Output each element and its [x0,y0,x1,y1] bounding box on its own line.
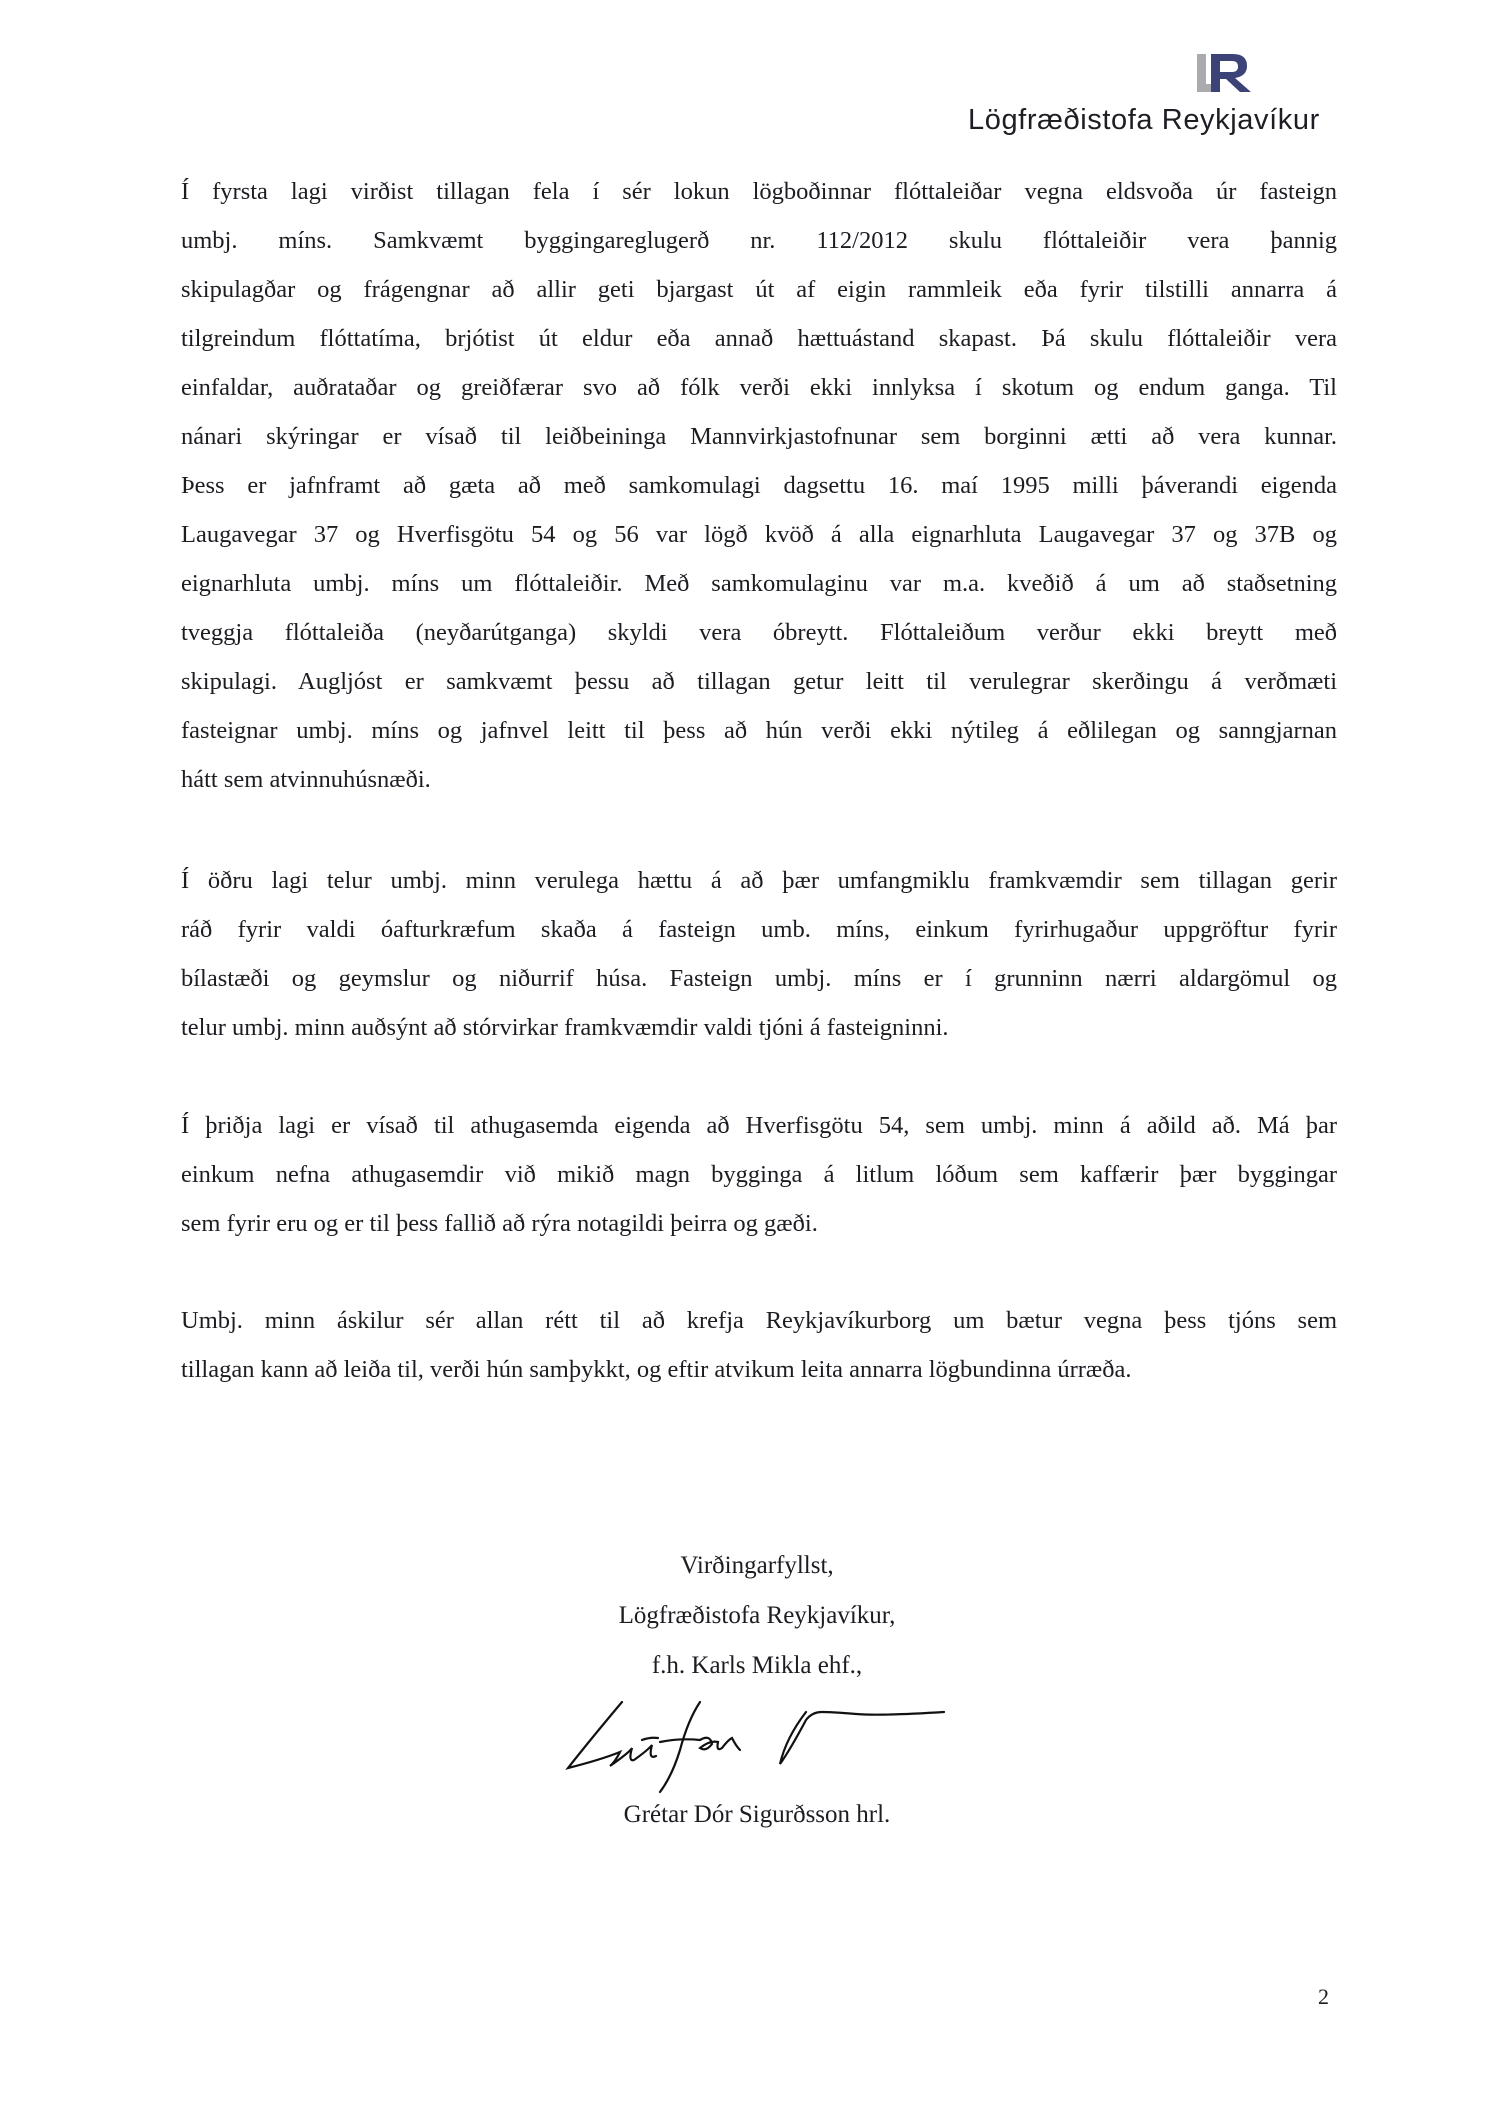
text-line: nánari skýringar er vísað til leiðbeininga Mannvirkjastofnunar sem borginni ætti að vera kunnar. [181,423,1337,450]
text-line: hátt sem atvinnuhúsnæði. [181,766,431,793]
firm-logo [1195,52,1255,94]
text-line: bílastæði og geymslur og niðurrif húsa. Fasteign umbj. míns er í grunninn nærri aldargömul og [181,965,1337,992]
text-line: Þess er jafnframt að gæta að með samkomulagi dagsettu 16. maí 1995 milli þáverandi eigenda [181,472,1337,499]
text-line: Laugavegar 37 og Hverfisgötu 54 og 56 var lögð kvöð á alla eignarhluta Laugavegar 37 og 37B og [181,521,1337,548]
text-line: eignarhluta umbj. míns um flóttaleiðir. Með samkomulaginu var m.a. kveðið á um að staðsetning [181,570,1337,597]
closing-firm: Lögfræðistofa Reykjavíkur, [618,1602,896,1629]
text-line: umbj. míns. Samkvæmt byggingareglugerð nr. 112/2012 skulu flóttaleiðir vera þannig [181,227,1337,254]
closing-block [557,1541,957,1691]
text-line: ráð fyrir valdi óafturkræfum skaða á fasteign umb. míns, einkum fyrirhugaður uppgröftur fyrir [181,916,1337,943]
text-line: einkum nefna athugasemdir við mikið magn bygginga á litlum lóðum sem kaffærir þær byggingar [181,1161,1337,1188]
text-line: skipulagi. Augljóst er samkvæmt þessu að tillagan getur leitt til verulegrar skerðingu á verðmæti [181,668,1337,695]
text-line: einfaldar, auðrataðar og greiðfærar svo að fólk verði ekki innlyksa í skotum og endum ganga. Til [181,374,1337,401]
text-line: Í þriðja lagi er vísað til athugasemda eigenda að Hverfisgötu 54, sem umbj. minn á aðild að. Má þar [181,1112,1337,1139]
page-number: 2 [1318,1984,1329,2009]
paragraph-1 [181,167,1337,804]
text-line: skipulagðar og frágengnar að allir geti bjargast út af eigin rammleik eða fyrir tilstilli annarra á [181,276,1337,303]
firm-name-header: Lögfræðistofa Reykjavíkur [968,104,1320,136]
text-line: tveggja flóttaleiða (neyðarútganga) skyldi vera óbreytt. Flóttaleiðum verður ekki breytt með [181,619,1337,646]
text-line: telur umbj. minn auðsýnt að stórvirkar framkvæmdir valdi tjóni á fasteigninni. [181,1014,949,1041]
text-line: sem fyrir eru og er til þess fallið að rýra notagildi þeirra og gæði. [181,1210,818,1237]
text-line: tilgreindum flóttatíma, brjótist út eldur eða annað hættuástand skapast. Þá skulu flóttaleiðir vera [181,325,1337,352]
paragraph-3 [181,1101,1337,1248]
paragraph-2 [181,856,1337,1052]
on-behalf-of: f.h. Karls Mikla ehf., [651,1652,863,1679]
signer-name: Grétar Dór Sigurðsson hrl. [623,1801,891,1828]
text-line: Í fyrsta lagi virðist tillagan fela í sér lokun lögboðinnar flóttaleiðar vegna eldsvoða úr fasteign [181,178,1337,205]
text-line: Umbj. minn áskilur sér allan rétt til að krefja Reykjavíkurborg um bætur vegna þess tjóns sem [181,1307,1337,1334]
text-line: fasteignar umbj. míns og jafnvel leitt til þess að hún verði ekki nýtileg á eðlilegan og sanngjarnan [181,717,1337,744]
handwritten-signature [560,1690,1040,1800]
text-line: tillagan kann að leiða til, verði hún samþykkt, og eftir atvikum leita annarra lögbundinna úrræða. [181,1356,1132,1383]
paragraph-4 [181,1296,1337,1394]
text-line: Í öðru lagi telur umbj. minn verulega hættu á að þær umfangmiklu framkvæmdir sem tillagan gerir [181,867,1337,894]
salutation: Virðingarfyllst, [680,1552,834,1579]
